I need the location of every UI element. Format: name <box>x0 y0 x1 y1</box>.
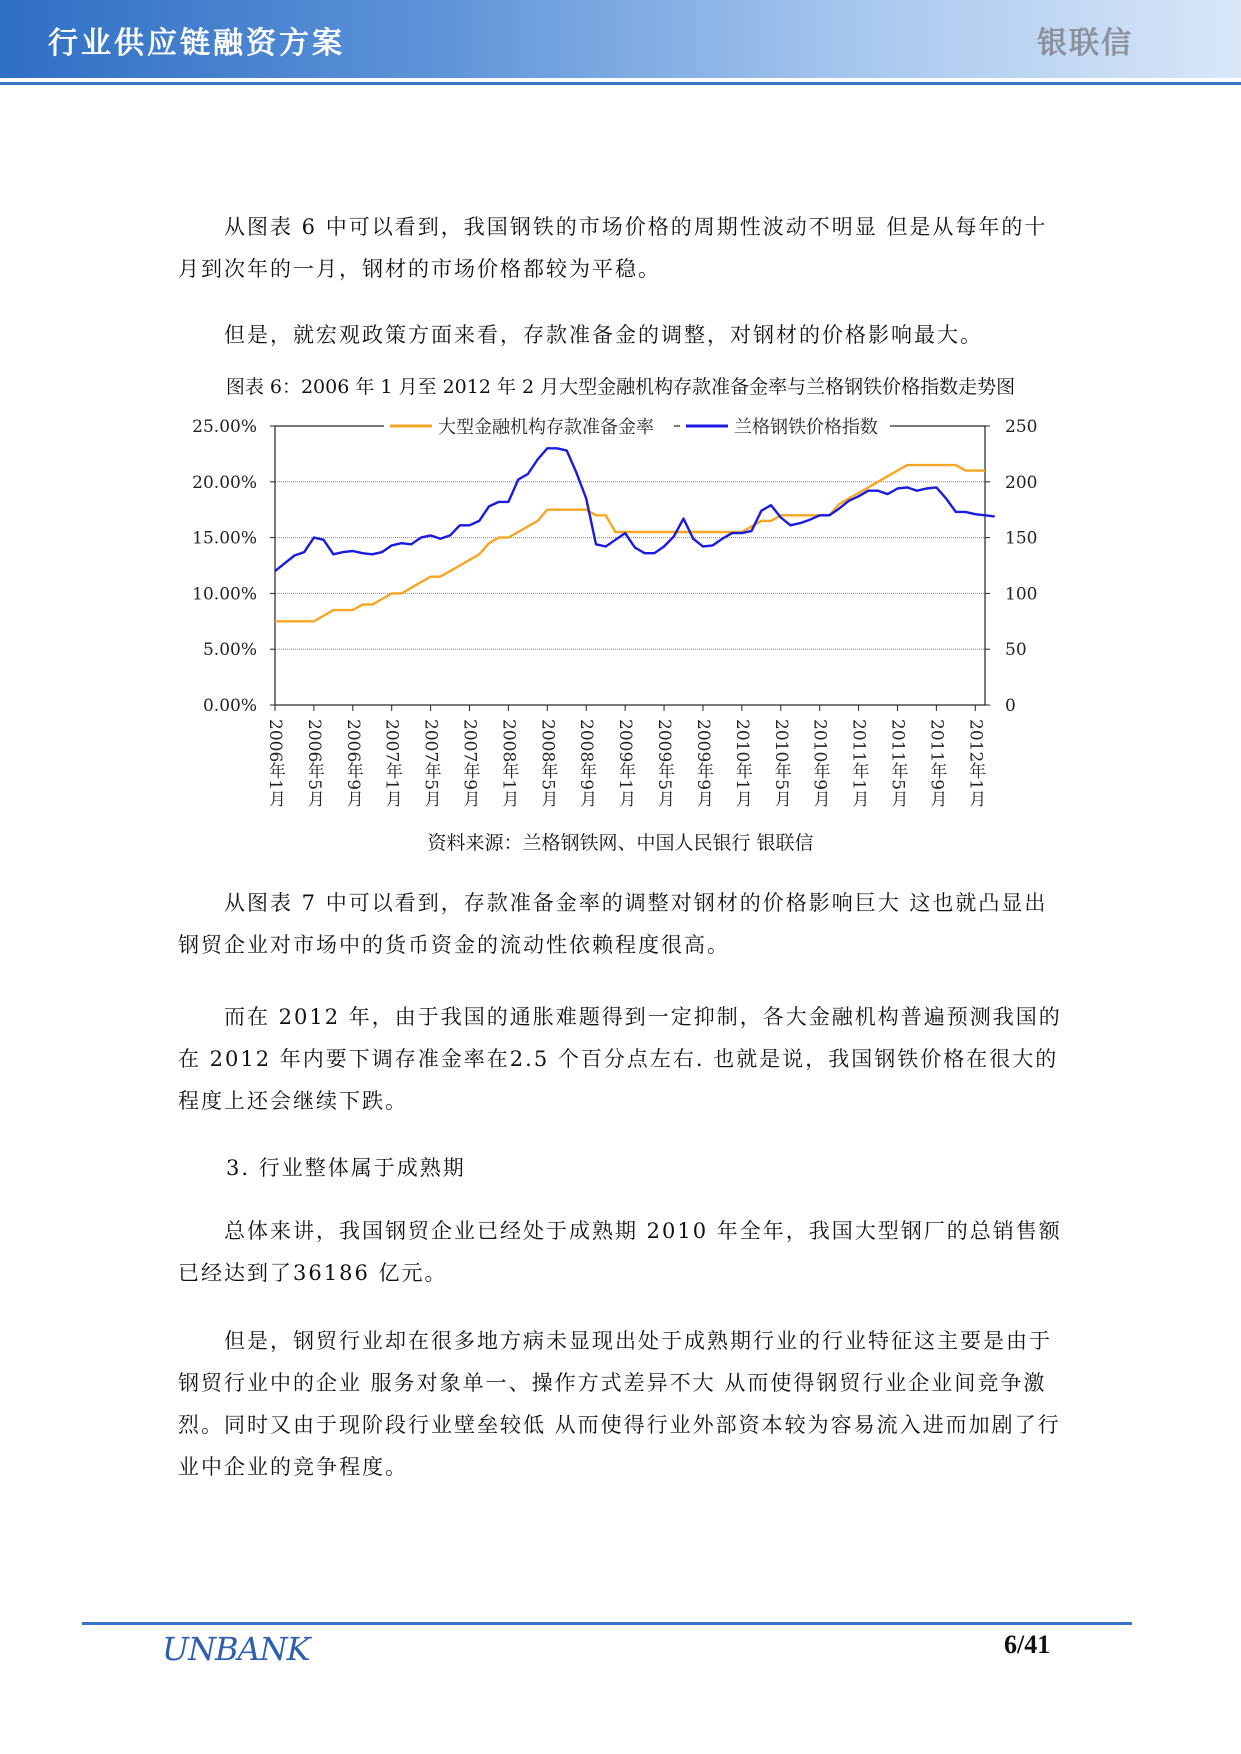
header-title: 行业供应链融资方案 <box>48 26 345 61</box>
page-header <box>0 0 1241 78</box>
paragraph-2 <box>178 314 1070 356</box>
steel-index-line <box>275 448 995 571</box>
y-left-tick-label: 20.00% <box>192 472 257 493</box>
x-tick-label: 2008年5月 <box>537 719 558 808</box>
paragraph-1 <box>178 206 1070 290</box>
y-right-tick-label: 200 <box>1005 472 1038 493</box>
line-chart <box>0 408 1241 848</box>
x-tick-label: 2009年5月 <box>654 719 675 808</box>
x-tick-label: 2011年5月 <box>887 719 908 808</box>
paragraph-2-text: 但是，就宏观政策方面来看，存款准备金的调整，对钢材的价格影响最大。 <box>224 323 983 347</box>
x-tick-label: 2008年1月 <box>498 719 519 808</box>
paragraph-1-text: 从图表 6 中可以看到，我国钢铁的市场价格的周期性波动不明显 但是从每年的十月到次年的一月，钢材的市场价格都较为平稳。 <box>178 215 1048 281</box>
chart-series <box>275 448 995 621</box>
section-heading: 3. 行业整体属于成熟期 <box>226 1156 466 1180</box>
paragraph-6 <box>178 1320 1070 1488</box>
y-right-tick-label: 0 <box>1005 696 1016 716</box>
x-tick-label: 2006年1月 <box>265 719 285 808</box>
paragraph-6-text: 但是，钢贸行业却在很多地方病未显现出处于成熟期行业的行业特征这主要是由于钢贸行业中的企业 服务对象单一、操作方式差异不大 从而使得钢贸行业企业间竞争激烈。同时又由于现阶段行业壁垒较低 从而使得行业外部资本较为容易流入进而加剧了行业中企业的竞争程度。 <box>178 1329 1061 1479</box>
x-tick-label: 2008年9月 <box>576 719 597 808</box>
paragraph-3-text: 从图表 7 中可以看到，存款准备金率的调整对钢材的价格影响巨大 这也就凸显出钢贸企业对市场中的货币资金的流动性依赖程度很高。 <box>178 891 1048 957</box>
y-right-tick-label: 250 <box>1005 417 1038 437</box>
figure-caption: 图表 6：2006 年 1 月至 2012 年 2 月大型金融机构存款准备金率与兰格钢铁价格指数走势图 <box>225 376 1016 398</box>
y-left-tick-label: 15.00% <box>192 528 257 549</box>
y-right-tick-label: 50 <box>1005 640 1027 661</box>
paragraph-3 <box>178 882 1070 966</box>
header-rule <box>0 82 1241 85</box>
figure-source: 资料来源：兰格钢铁网、中国人民银行 银联信 <box>427 832 814 854</box>
plot-frame <box>275 426 985 705</box>
chart-grid <box>275 426 985 649</box>
x-tick-label: 2006年5月 <box>303 719 324 808</box>
paragraph-5-text: 总体来讲，我国钢贸企业已经处于成熟期 2010 年全年，我国大型钢厂的总销售额已经达到了36186 亿元。 <box>178 1219 1062 1285</box>
y-left-tick-label: 5.00% <box>202 640 257 661</box>
legend-label: 兰格钢铁价格指数 <box>734 417 878 438</box>
paragraph-5 <box>178 1210 1070 1294</box>
y-left-tick-label: 0.00% <box>202 696 257 716</box>
y-right-tick-label: 100 <box>1005 584 1038 605</box>
x-tick-label: 2010年1月 <box>731 719 752 808</box>
x-tick-label: 2007年1月 <box>381 719 402 808</box>
page-number: 6/41 <box>1004 1630 1051 1659</box>
header-brand: 银联信 <box>1037 26 1133 61</box>
unbank-logo: UNBANK <box>162 1630 310 1668</box>
footer-rule <box>82 1622 1132 1625</box>
x-tick-label: 2010年5月 <box>770 719 791 808</box>
reserve-ratio-line <box>275 465 985 621</box>
x-tick-label: 2011年9月 <box>926 719 947 808</box>
x-tick-label: 2009年9月 <box>692 719 713 808</box>
chart-axes <box>270 426 990 711</box>
y-right-tick-label: 150 <box>1005 528 1038 549</box>
y-left-tick-label: 25.00% <box>192 417 257 437</box>
y-left-tick-label: 10.00% <box>192 584 257 605</box>
x-tick-label: 2007年5月 <box>420 719 441 808</box>
x-tick-label: 2006年9月 <box>342 719 363 808</box>
paragraph-4-text: 而在 2012 年，由于我国的通胀难题得到一定抑制，各大金融机构普遍预测我国的在 2012 年内要下调存准金率在2.5 个百分点左右. 也就是说，我国钢铁价格在很大的程度上还会继续下跌。 <box>178 1005 1062 1113</box>
x-tick-label: 2007年9月 <box>459 719 480 808</box>
chart-ticks <box>192 417 1037 807</box>
x-tick-label: 2011年1月 <box>848 719 869 808</box>
chart-legend <box>384 414 890 438</box>
x-tick-label: 2009年1月 <box>615 719 636 808</box>
x-tick-label: 2012年1月 <box>965 719 986 808</box>
x-tick-label: 2010年9月 <box>809 719 830 808</box>
legend-label: 大型金融机构存款准备金率 <box>438 417 654 438</box>
paragraph-4 <box>178 996 1070 1122</box>
